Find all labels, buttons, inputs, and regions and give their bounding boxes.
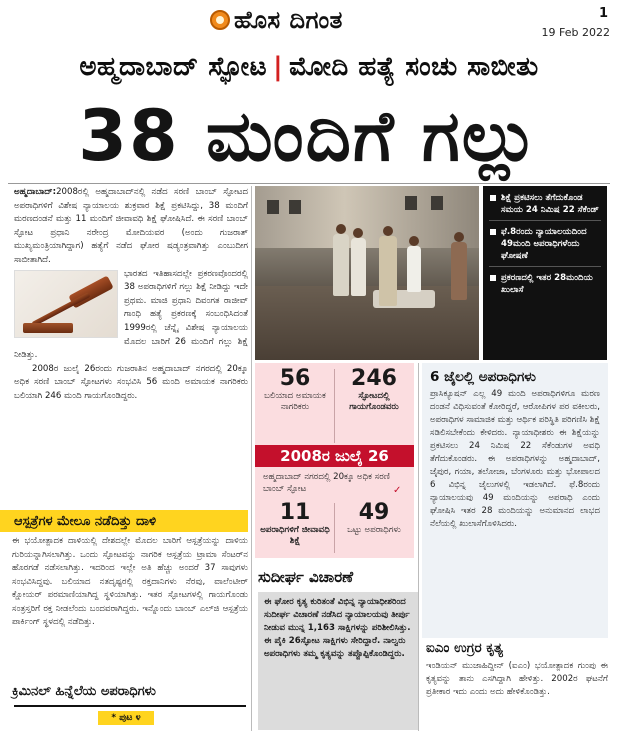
stats-box — [255, 363, 414, 558]
kicker-left: ಅಹ್ಮದಾಬಾದ್ ಸ್ಫೋಟ — [79, 51, 268, 82]
blast-scene-photo — [255, 186, 479, 360]
masthead-logo — [210, 4, 415, 36]
stat-dead-label: ಬಲಿಯಾದ ಅಮಾಯಕ ನಾಗರಿಕರು — [264, 391, 326, 412]
jails-text: ಪ್ರಾಸಿಕ್ಯೂಷನ್ ಎಲ್ಲ 49 ಮಂದಿ ಅಪರಾಧಿಗಳಿಗೂ ಮರಣ ದಂಡನೆ ವಿಧಿಸುವಂತೆ ಕೋರಿದ್ದರೆ, ಆರೋಪಿಗಳ ಪರ ವಕೀಲರು, ಅಪರಾಧಿಗಳ ಸಾಮಾಜಿಕ ಮತ್ತು ಆರ್ಥಿಕ ಪರಿಸ್ಥಿತಿ ಪರಿಗಣಿಸಿ ಶಿಕ್ಷೆ ಸಡಿಲಿಸಬೇಕೆಂದು ಕೇಳಿದರು. ನ್ಯಾಯಾಧೀಶರು ಈ ಶಿಕ್ಷೆಯನ್ನು ಪ್ರಕಟಿಸಲು 24 ನಿಮಿಷ 22 ಸೆಕೆಂಡುಗಳ ಅವಧಿ ತೆಗೆದುಕೊಂಡರು. ಈ ಅಪರಾಧಿಗಳನ್ನು ಅಹ್ಮದಾಬಾದ್, ಜೈಪುರ, ಗಯಾ, ತಲೋಜಾ, ಬೆಂಗಳೂರು ಮತ್ತು ಭೋಪಾಲದ 6 ವಿಭಿನ್ನ ಜೈಲುಗಳಲ್ಲಿ ಇಡಲಾಗಿದೆ. ಫೆ.8ರಂದು ನ್ಯಾಯಾಲಯವು 49 ಮಂದಿಯನ್ನು ಅಪರಾಧಿ ಎಂದು ಘೋಷಿಸಿ ಇತರ 28 ಮಂದಿಯನ್ನು ಅನುಮಾನದ ಲಾಭದ ನೆಲೆಯಲ್ಲಿ ಖುಲಾಸೆಗೊಳಿಸಿದರು. — [430, 389, 600, 529]
photo-person-head — [454, 232, 464, 242]
stat-life-number: 11 — [279, 500, 311, 525]
fact-item: ಶಿಕ್ಷೆ ಪ್ರಕಟಿಸಲು ತೆಗೆದುಕೊಂಡ ಸಮಯ 24 ನಿಮಿಷ 22 ಸೆಕೆಂಡ್ — [489, 190, 601, 221]
photo-person — [379, 236, 397, 306]
page-reference[interactable]: * ಪುಟ ೪ — [98, 711, 154, 725]
headline-kicker — [0, 44, 618, 90]
headline-rule — [8, 183, 610, 184]
page-number: 1 — [598, 6, 608, 21]
im-text: ಇಂಡಿಯನ್ ಮುಜಾಹಿದ್ದೀನ್ (ಐಎಂ) ಭಯೋತ್ಪಾದಕ ಗುಂಪು ಈ ಕೃತ್ಯವನ್ನು ತಾನು ಎಸಗಿದ್ದಾಗಿ ಹೇಳಿತ್ತು. 2002ರ ಘಟನೆಗೆ ಪ್ರತೀಕಾರ ಇದು ಎಂದು ಅದು ಹೇಳಿಕೊಂಡಿತ್ತು. — [426, 661, 608, 697]
gavel-image — [14, 270, 118, 338]
stat-divider — [334, 369, 335, 443]
stat-divider — [334, 503, 335, 553]
hospitals-text: ಈ ಭಯೋತ್ಪಾದಕ ದಾಳಿಯಲ್ಲಿ ದೇಶದಲ್ಲೇ ಮೊದಲ ಬಾರಿಗೆ ಆಸ್ಪತ್ರೆಯನ್ನು ದಾಳಿಯ ಗುರಿಯನ್ನಾಗಿಸಲಾಗಿತ್ತು. ಒಂದು ಸ್ಫೋಟವನ್ನು ನಾಗರಿಕ ಆಸ್ಪತ್ರೆಯ ಟ್ರಾಮಾ ಸೆಂಟರ್‌ನ ಹೊರಗಡೆ ನಡೆಸಲಾಗಿತ್ತು. ಇದರಿಂದ ಇಲ್ಲೇ ಅತಿ ಹೆಚ್ಚು ಅಂದರೆ 37 ಸಾವುಗಳು ಸಂಭವಿಸಿದ್ದವು. ಬಲಿಯಾದ ನತದೃಷ್ಟರಲ್ಲಿ ರಕ್ತದಾನಿಗಳು ನೆರವು, ವಾಲೆಂಟೀರ್ ಕ್ಷೋಯರ್ ಪರಮಾಣಿಯಾಗಿದ್ದ ಸ್ಥಳಿಯಾಗಿತ್ತು. ಇತರ ಸ್ಫೋಟಗಳಲ್ಲಿ ಗಾಯಗೊಂಡು ಸಂತ್ರಸ್ತರಿಗೆ ರಕ್ತ ನೀಡಲೆಂದು ಬಂದವರಾಗಿದ್ದರು. ಇನ್ನೊಂದು ಬಾಂಬ್ ಎಲ್‌ಜಿ ಆಸ್ಪತ್ರೆಯ ಪಾರ್ಕಿಂಗ್ ಸ್ಥಳದಲ್ಲಿ ನಡೆದಿತ್ತು. — [12, 536, 248, 627]
lead-text-1: 2008ರಲ್ಲಿ ಅಹ್ಮದಾಬಾದ್‌ನಲ್ಲಿ ನಡೆದ ಸರಣಿ ಬಾಂಬ್ ಸ್ಫೋಟದ ಅಪರಾಧಿಗಳಿಗೆ ವಿಶೇಷ ನ್ಯಾಯಾಲಯ ಶುಕ್ರವಾರ ಶಿಕ್ಷೆ ಪ್ರಕಟಿಸಿದ್ದು, 38 ಮಂದಿಗೆ ಮರಣದಂಡನೆ ಮತ್ತು 11 ಮಂದಿಗೆ ಜೀವಾವಧಿ ಶಿಕ್ಷೆ ಘೋಷಿಸಿದೆ. ಈ ಸರಣಿ ಬಾಂಬ್ ಸ್ಫೋಟ ಪ್ರಧಾನಿ ನರೇಂದ್ರ ಮೋದಿಯವರ (ಅಂದು ಗುಜರಾತ್ ಮುಖ್ಯಮಂತ್ರಿಯಾಗಿದ್ದಾಗ) ಹತ್ಯೆಗೆ ನಡೆದ ಘೋರ ಷಡ್ಯಂತ್ರವಾಗಿತ್ತು ಎಂಬುದೀಗ ಸಾಬೀತಾಗಿದೆ. — [14, 187, 248, 265]
criminal-rule — [14, 705, 246, 707]
dateline: ಅಹ್ಮದಾಬಾದ್: — [14, 187, 57, 197]
photo-ground — [255, 286, 479, 360]
stat-injured-number: 246 — [351, 366, 397, 391]
sun-logo-icon — [210, 10, 230, 30]
fact-item: ಫೆ.8ರಂದು ನ್ಯಾಯಾಲಯದಿಂದ 49ಮಂದಿ ಅಪರಾಧಿಗಳೆಂದು ಘೋಷಣೆ — [489, 224, 601, 267]
photo-window — [267, 200, 279, 214]
probe-title: ಸುದೀರ್ಘ ವಿಚಾರಣೆ — [258, 568, 354, 586]
photo-person-head — [383, 226, 393, 236]
photo-building — [255, 186, 479, 248]
masthead — [0, 0, 618, 40]
check-mark-icon: ✓ — [393, 485, 402, 496]
stat-injured — [338, 367, 410, 413]
kicker-separator: | — [273, 52, 284, 82]
stat-dead — [259, 367, 331, 413]
stat-total-convicts — [338, 501, 410, 536]
column-rule — [418, 363, 419, 731]
jails-story — [422, 363, 608, 638]
key-facts-box — [483, 186, 607, 360]
gavel-handle-shape — [32, 292, 91, 326]
main-headline: 38 ಮಂದಿಗೆ ಗಲ್ಲು — [78, 94, 540, 177]
photo-window — [289, 200, 301, 214]
column-rule — [251, 186, 252, 731]
lead-paragraph-2: ಭಾರತದ ಇತಿಹಾಸದಲ್ಲೇ ಪ್ರಕರಣವೊಂದರಲ್ಲಿ 38 ಅಪರಾಧಿಗಳಿಗೆ ಗಲ್ಲು ಶಿಕ್ಷೆ ನೀಡಿದ್ದು ಇದೇ ಪ್ರಥಮ. ಮಾಜಿ ಪ್ರಧಾನಿ ದಿವಂಗತ ರಾಜೀವ್ ಗಾಂಧಿ ಹತ್ಯೆ ಪ್ರಕರಣಕ್ಕೆ ಸಂಬಂಧಿಸಿದಂತೆ 1999ರಲ್ಲಿ ಚೆನ್ನೈ ವಿಶೇಷ ನ್ಯಾಯಾಲಯ ಮೊದಲ ಬಾರಿಗೆ 26 ಮಂದಿಗೆ ಗಲ್ಲು ಶಿಕ್ಷೆ ನೀಡಿತ್ತು. — [14, 268, 248, 361]
lead-story — [14, 186, 248, 486]
hospitals-title: ಆಸ್ಪತ್ರೆಗಳ ಮೇಲೂ ನಡೆದಿತ್ತು ದಾಳಿ — [0, 510, 248, 532]
photo-person-head — [409, 236, 419, 246]
photo-person-head — [336, 224, 346, 234]
photo-person — [451, 242, 467, 300]
photo-person — [407, 246, 421, 292]
stat-total-label: ಒಟ್ಟು ಅಪರಾಧಿಗಳು — [347, 525, 401, 535]
jails-title: 6 ಜೈಲಲ್ಲಿ ಅಪರಾಧಿಗಳು — [430, 369, 536, 385]
photo-window — [405, 196, 417, 210]
stat-total-number: 49 — [358, 500, 390, 525]
im-title: ಐಎಂ ಉಗ್ರರ ಕೃತ್ಯ — [426, 640, 503, 656]
date-description: ಅಹ್ಮದಾಬಾದ್ ನಗರದಲ್ಲಿ 20ಕ್ಕೂ ಅಧಿಕ ಸರಣಿ ಬಾಂಬ್ ಸ್ಫೋಟ — [263, 472, 390, 494]
probe-text: ಈ ಘೋರ ಕೃತ್ಯ ಕುರಿತಂತೆ ವಿಭಿನ್ನ ನ್ಯಾಯಾಧೀಶರಿಂದ ಸುದೀರ್ಘ ವಿಚಾರಣೆ ನಡೆಸಿದ ನ್ಯಾಯಾಲಯವು ತೀರ್ಪು ನೀಡುವ ಮುನ್ನ 1,163 ಸಾಕ್ಷಿಗಳನ್ನು ಪರಿಶೀಲಿಸಿತ್ತು. ಈ ಪೈಕಿ 26ಸ್ಫೋಟ ಸಾಕ್ಷಿಗಳು ಸೇರಿದ್ದಾರೆ. ನಾಲ್ವರು ಅಪರಾಧಿಗಳು ತಮ್ಮ ಕೃತ್ಯವನ್ನು ತಪ್ಪೊಪ್ಪಿಕೊಂಡಿದ್ದರು. — [258, 592, 418, 730]
gavel-base-shape — [23, 323, 73, 333]
photo-person — [333, 234, 349, 296]
fact-item: ಪ್ರಕರಣದಲ್ಲಿ ಇತರ 28ಮಂದಿಯ ಖುಲಾಸೆ — [489, 270, 601, 300]
kicker-right: ಮೋದಿ ಹತ್ಯೆ ಸಂಚು ಸಾಬೀತು — [289, 51, 539, 82]
newspaper-title: ಹೊಸ ದಿಗಂತ — [234, 6, 343, 34]
lead-paragraph-3: 2008ರ ಜುಲೈ 26ರಂದು ಗುಜರಾತಿನ ಅಹ್ಮದಾಬಾದ್ ನಗರದಲ್ಲಿ 20ಕ್ಕೂ ಅಧಿಕ ಸರಣಿ ಬಾಂಬ್ ಸ್ಫೋಟಗಳು ಸಂಭವಿಸಿ 56 ಮಂದಿ ಅಮಾಯಕ ನಾಗರಿಕರು ಬಲಿಯಾಗಿ 246 ಮಂದಿ ಗಾಯಗೊಂಡಿದ್ದರು. — [14, 363, 248, 401]
photo-person-head — [353, 228, 363, 238]
stat-dead-number: 56 — [279, 366, 311, 391]
date-band: 2008ರ ಜುಲೈ 26 — [255, 445, 414, 467]
photo-window — [431, 196, 443, 210]
stat-life-label: ಅಪರಾಧಿಗಳಿಗೆ ಜೀವಾವಧಿ ಶಿಕ್ಷೆ — [260, 525, 330, 546]
stat-injured-label: ಸ್ಫೋಟದಲ್ಲಿ ಗಾಯಗೊಂಡವರು — [349, 391, 399, 412]
photo-person — [351, 238, 366, 296]
criminal-title: ಕ್ರಿಮಿನಲ್ ಹಿನ್ನೆಲೆಯ ಅಪರಾಧಿಗಳು — [12, 684, 156, 699]
issue-date: 19 Feb 2022 — [541, 26, 610, 39]
stat-life-sentence — [259, 501, 331, 547]
lead-paragraph-1 — [14, 186, 248, 268]
